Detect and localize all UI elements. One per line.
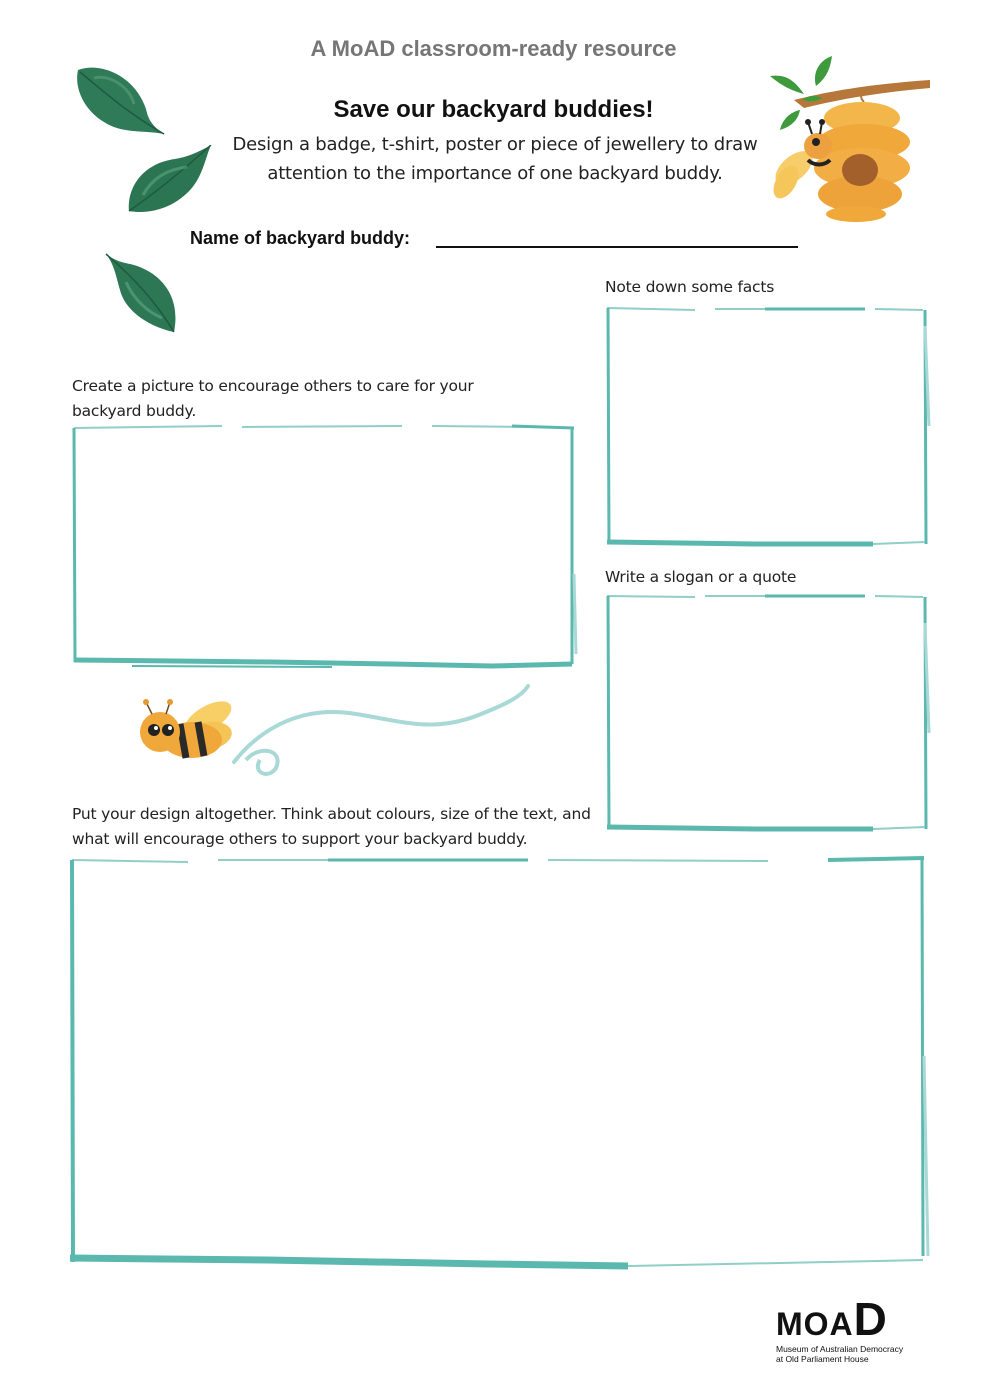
leaf-icon	[104, 252, 182, 336]
brush-border	[605, 306, 930, 548]
buddy-name-label: Name of backyard buddy:	[190, 228, 411, 248]
brush-border	[72, 424, 577, 668]
leaf-icon	[125, 145, 215, 217]
facts-section-label: Note down some facts	[605, 278, 775, 296]
picture-section-label: Create a picture to encourage others to care for your backyard buddy.	[72, 377, 474, 420]
bee-icon	[136, 684, 536, 784]
logo-line-1: Museum of Australian Democracy	[776, 1344, 904, 1354]
brush-border	[605, 593, 930, 835]
beehive-icon	[764, 50, 934, 222]
page-subtitle: Design a badge, t-shirt, poster or piece of jewellery to draw attention to the importance of one backyard buddy.	[232, 134, 758, 184]
moad-logo	[776, 1293, 926, 1364]
page-title: Save our backyard buddies!	[333, 96, 654, 123]
buddy-name-field[interactable]	[436, 246, 798, 248]
logo-line-2: at Old Parliament House	[776, 1354, 869, 1364]
leaf-icon	[74, 64, 169, 139]
design-section-label: Put your design altogether. Think about colours, size of the text, and what will encourage others to support your backyard buddy.	[72, 805, 591, 848]
design-frame[interactable]	[68, 856, 930, 1272]
slogan-section-label: Write a slogan or a quote	[605, 568, 797, 586]
resource-title: A MoAD classroom-ready resource	[310, 36, 677, 61]
logo-mark: MOAD	[776, 1293, 887, 1345]
picture-frame[interactable]	[72, 424, 577, 668]
facts-frame[interactable]	[605, 306, 930, 548]
brush-border	[68, 856, 930, 1272]
slogan-frame[interactable]	[605, 593, 930, 835]
